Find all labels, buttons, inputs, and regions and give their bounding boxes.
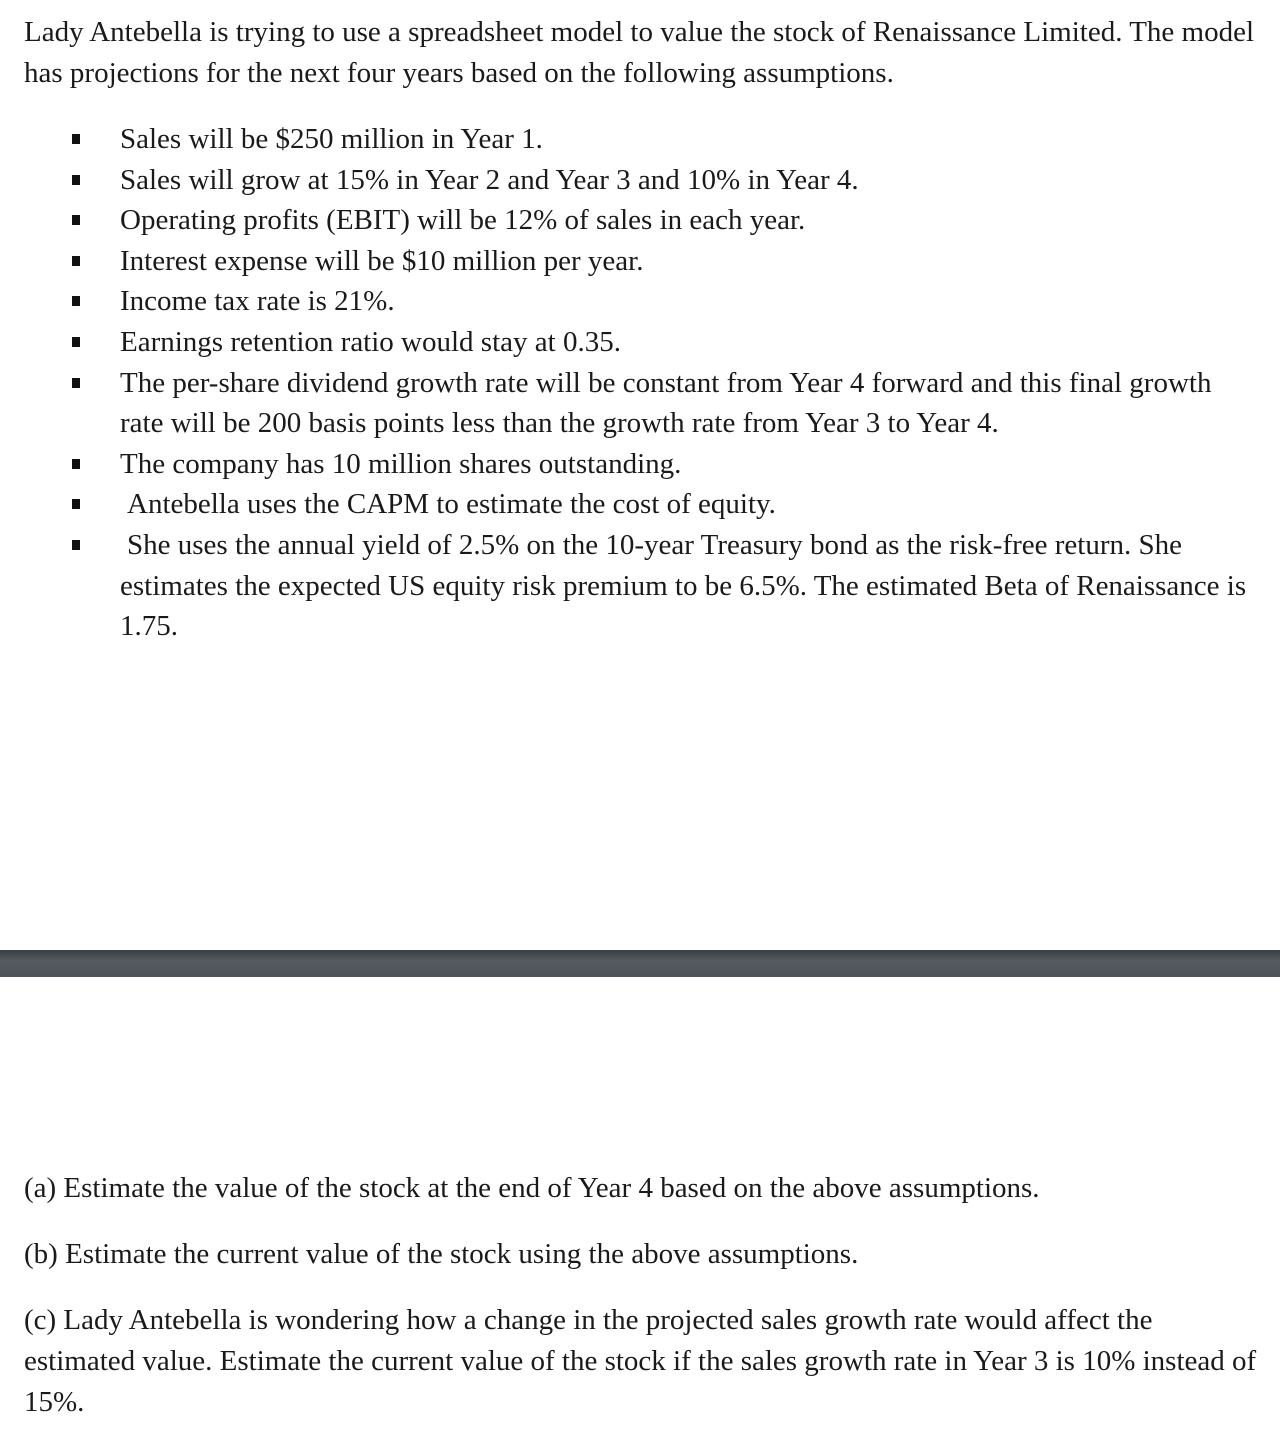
bullet-square-icon	[72, 378, 80, 388]
questions-section	[24, 1168, 1264, 1436]
assumption-text: Antebella uses the CAPM to estimate the cost of equity.	[127, 488, 776, 521]
section-divider	[0, 950, 1280, 977]
bullet-square-icon	[72, 459, 80, 469]
assumption-text: Sales will grow at 15% in Year 2 and Year 3 and 10% in Year 4.	[120, 163, 859, 196]
bullet-square-icon	[72, 337, 80, 347]
bullet-square-icon	[72, 256, 80, 266]
bullet-square-icon	[72, 175, 80, 185]
question-a: (a) Estimate the value of the stock at the end of Year 4 based on the above assumptions.	[24, 1172, 1040, 1204]
list-item	[0, 119, 1280, 160]
list-item	[0, 160, 1280, 201]
list-item	[0, 281, 1280, 322]
assumption-text: Sales will be $250 million in Year 1.	[120, 123, 543, 155]
bullet-square-icon	[72, 296, 80, 306]
assumption-text: The company has 10 million shares outstanding.	[120, 447, 682, 480]
list-item	[0, 363, 1280, 444]
bullet-square-icon	[72, 499, 80, 509]
assumption-text: The per-share dividend growth rate will be constant from Year 4 forward and this final growth rate will be 200 basis points less than the growth rate from Year 3 to Year 4.	[120, 366, 1212, 440]
list-item	[0, 484, 1280, 525]
assumption-text: Income tax rate is 21%.	[120, 285, 395, 318]
question-b: (b) Estimate the current value of the stock using the above assumptions.	[24, 1238, 859, 1270]
list-item	[0, 525, 1280, 647]
question-c: (c) Lady Antebella is wondering how a change in the projected sales growth rate would affect the estimated value. Estimate the current value of the stock if the sales growth rate in Year 3 is 10% instead of 15%.	[24, 1304, 1257, 1418]
assumption-text: Earnings retention ratio would stay at 0.35.	[120, 325, 621, 358]
assumption-text: She uses the annual yield of 2.5% on the 10-year Treasury bond as the risk-free return. She estimates the expected US equity risk premium to be 6.5%. The estimated Beta of Renaissance is 1.75.	[120, 528, 1247, 643]
assumptions-list	[0, 119, 1280, 647]
list-item	[0, 241, 1280, 282]
assumption-text: Operating profits (EBIT) will be 12% of sales in each year.	[120, 204, 806, 237]
assumption-text: Interest expense will be $10 million per year.	[120, 244, 644, 277]
list-item	[0, 444, 1280, 485]
bullet-square-icon	[72, 215, 80, 225]
intro-paragraph: Lady Antebella is trying to use a spreadsheet model to value the stock of Renaissance Limited. The model has projections for the next four years based on the following assumptions.	[24, 16, 1255, 89]
bullet-square-icon	[72, 134, 80, 144]
bullet-square-icon	[72, 540, 80, 550]
list-item	[0, 200, 1280, 241]
list-item	[0, 322, 1280, 363]
